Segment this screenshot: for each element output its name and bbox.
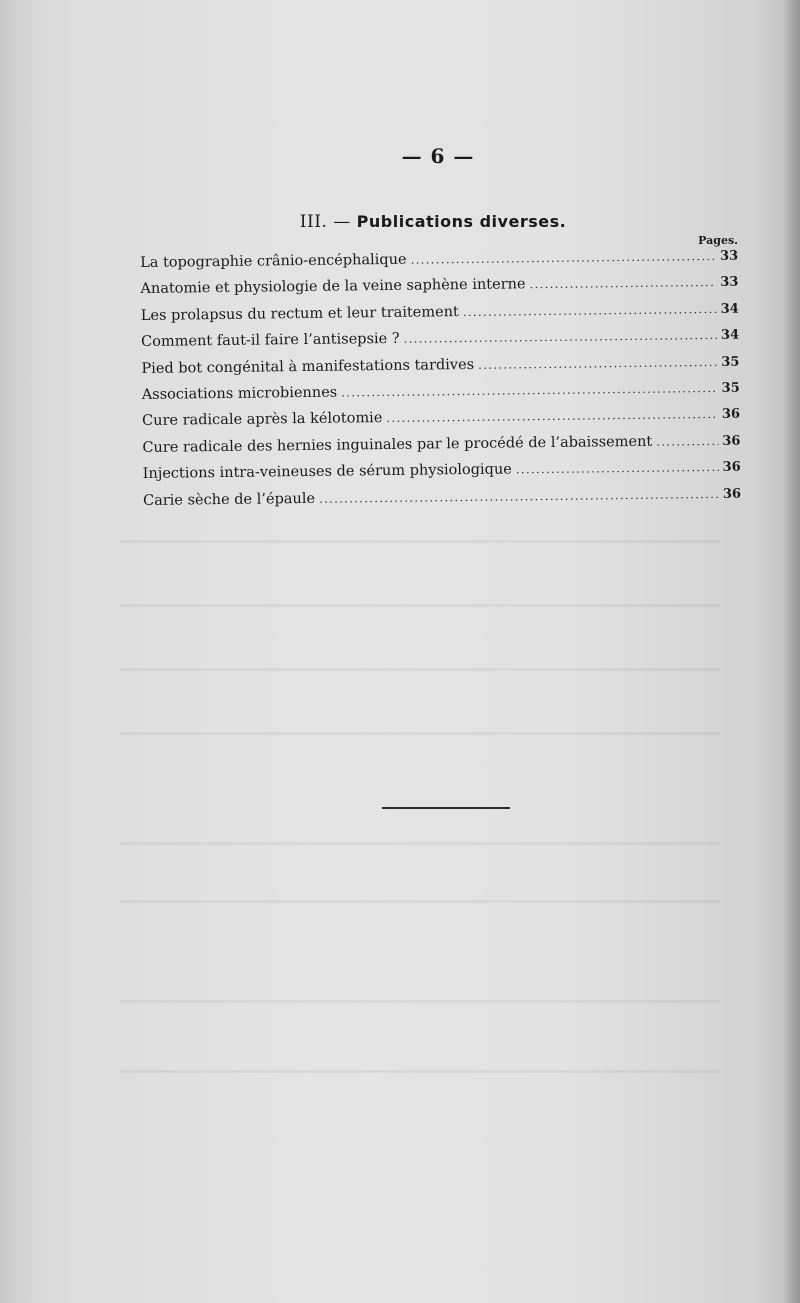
pages-column-label: Pages. bbox=[698, 234, 738, 247]
toc-entry-page: 33 bbox=[720, 275, 739, 291]
page-edge-shadow bbox=[782, 0, 800, 1303]
section-heading bbox=[0, 212, 800, 232]
show-through-line bbox=[120, 732, 720, 735]
dot-leader bbox=[656, 428, 718, 455]
page-number: — 6 — bbox=[401, 144, 475, 168]
show-through-line bbox=[120, 668, 720, 671]
toc-entry-title: Les prolapsus du rectum et leur traitement bbox=[140, 303, 459, 324]
show-through-line bbox=[120, 842, 720, 845]
toc-entry-page: 35 bbox=[721, 380, 740, 396]
show-through-line bbox=[120, 604, 720, 607]
toc-entry-page: 36 bbox=[722, 433, 741, 449]
dot-leader bbox=[410, 243, 716, 273]
toc-entry-title: Carie sèche de l’épaule bbox=[142, 490, 316, 509]
section-end-rule bbox=[382, 807, 510, 809]
dot-leader bbox=[403, 322, 717, 352]
table-of-contents bbox=[140, 243, 741, 514]
toc-entry-page: 34 bbox=[720, 301, 739, 317]
dot-leader bbox=[319, 480, 719, 511]
toc-entry-title: Cure radicale des hernies inguinales par le procédé de l’abaissement bbox=[142, 433, 653, 456]
dot-leader bbox=[478, 349, 718, 378]
toc-entry-title: Pied bot congénital à manifestations tardives bbox=[141, 356, 475, 377]
show-through-line bbox=[120, 1000, 720, 1003]
toc-entry-page: 35 bbox=[721, 354, 740, 370]
show-through-line bbox=[120, 540, 720, 543]
toc-entry-title: La topographie crânio-encéphalique bbox=[140, 251, 407, 271]
show-through-line bbox=[120, 1070, 720, 1073]
dot-leader bbox=[463, 296, 717, 326]
toc-entry-page: 36 bbox=[722, 486, 742, 502]
toc-entry-title: Anatomie et physiologie de la veine saphène interne bbox=[140, 276, 526, 298]
toc-entry-page: 33 bbox=[719, 248, 739, 264]
section-title: Publications diverses. bbox=[356, 212, 567, 231]
toc-entry-title: Comment faut-il faire l’antisepsie ? bbox=[141, 331, 400, 351]
dot-leader bbox=[516, 454, 719, 483]
show-through-line bbox=[120, 900, 720, 903]
toc-entry-page: 34 bbox=[720, 327, 740, 344]
toc-entry-page: 36 bbox=[722, 459, 741, 476]
section-number: III. — bbox=[299, 212, 351, 232]
toc-entry-title: Cure radicale après la kélotomie bbox=[141, 410, 383, 430]
toc-entry-page: 36 bbox=[721, 407, 741, 423]
toc-entry-title: Associations microbiennes bbox=[141, 384, 338, 403]
dot-leader bbox=[529, 269, 716, 298]
dot-leader bbox=[386, 401, 718, 431]
toc-entry-title: Injections intra-veineuses de sérum physiologique bbox=[142, 461, 512, 483]
